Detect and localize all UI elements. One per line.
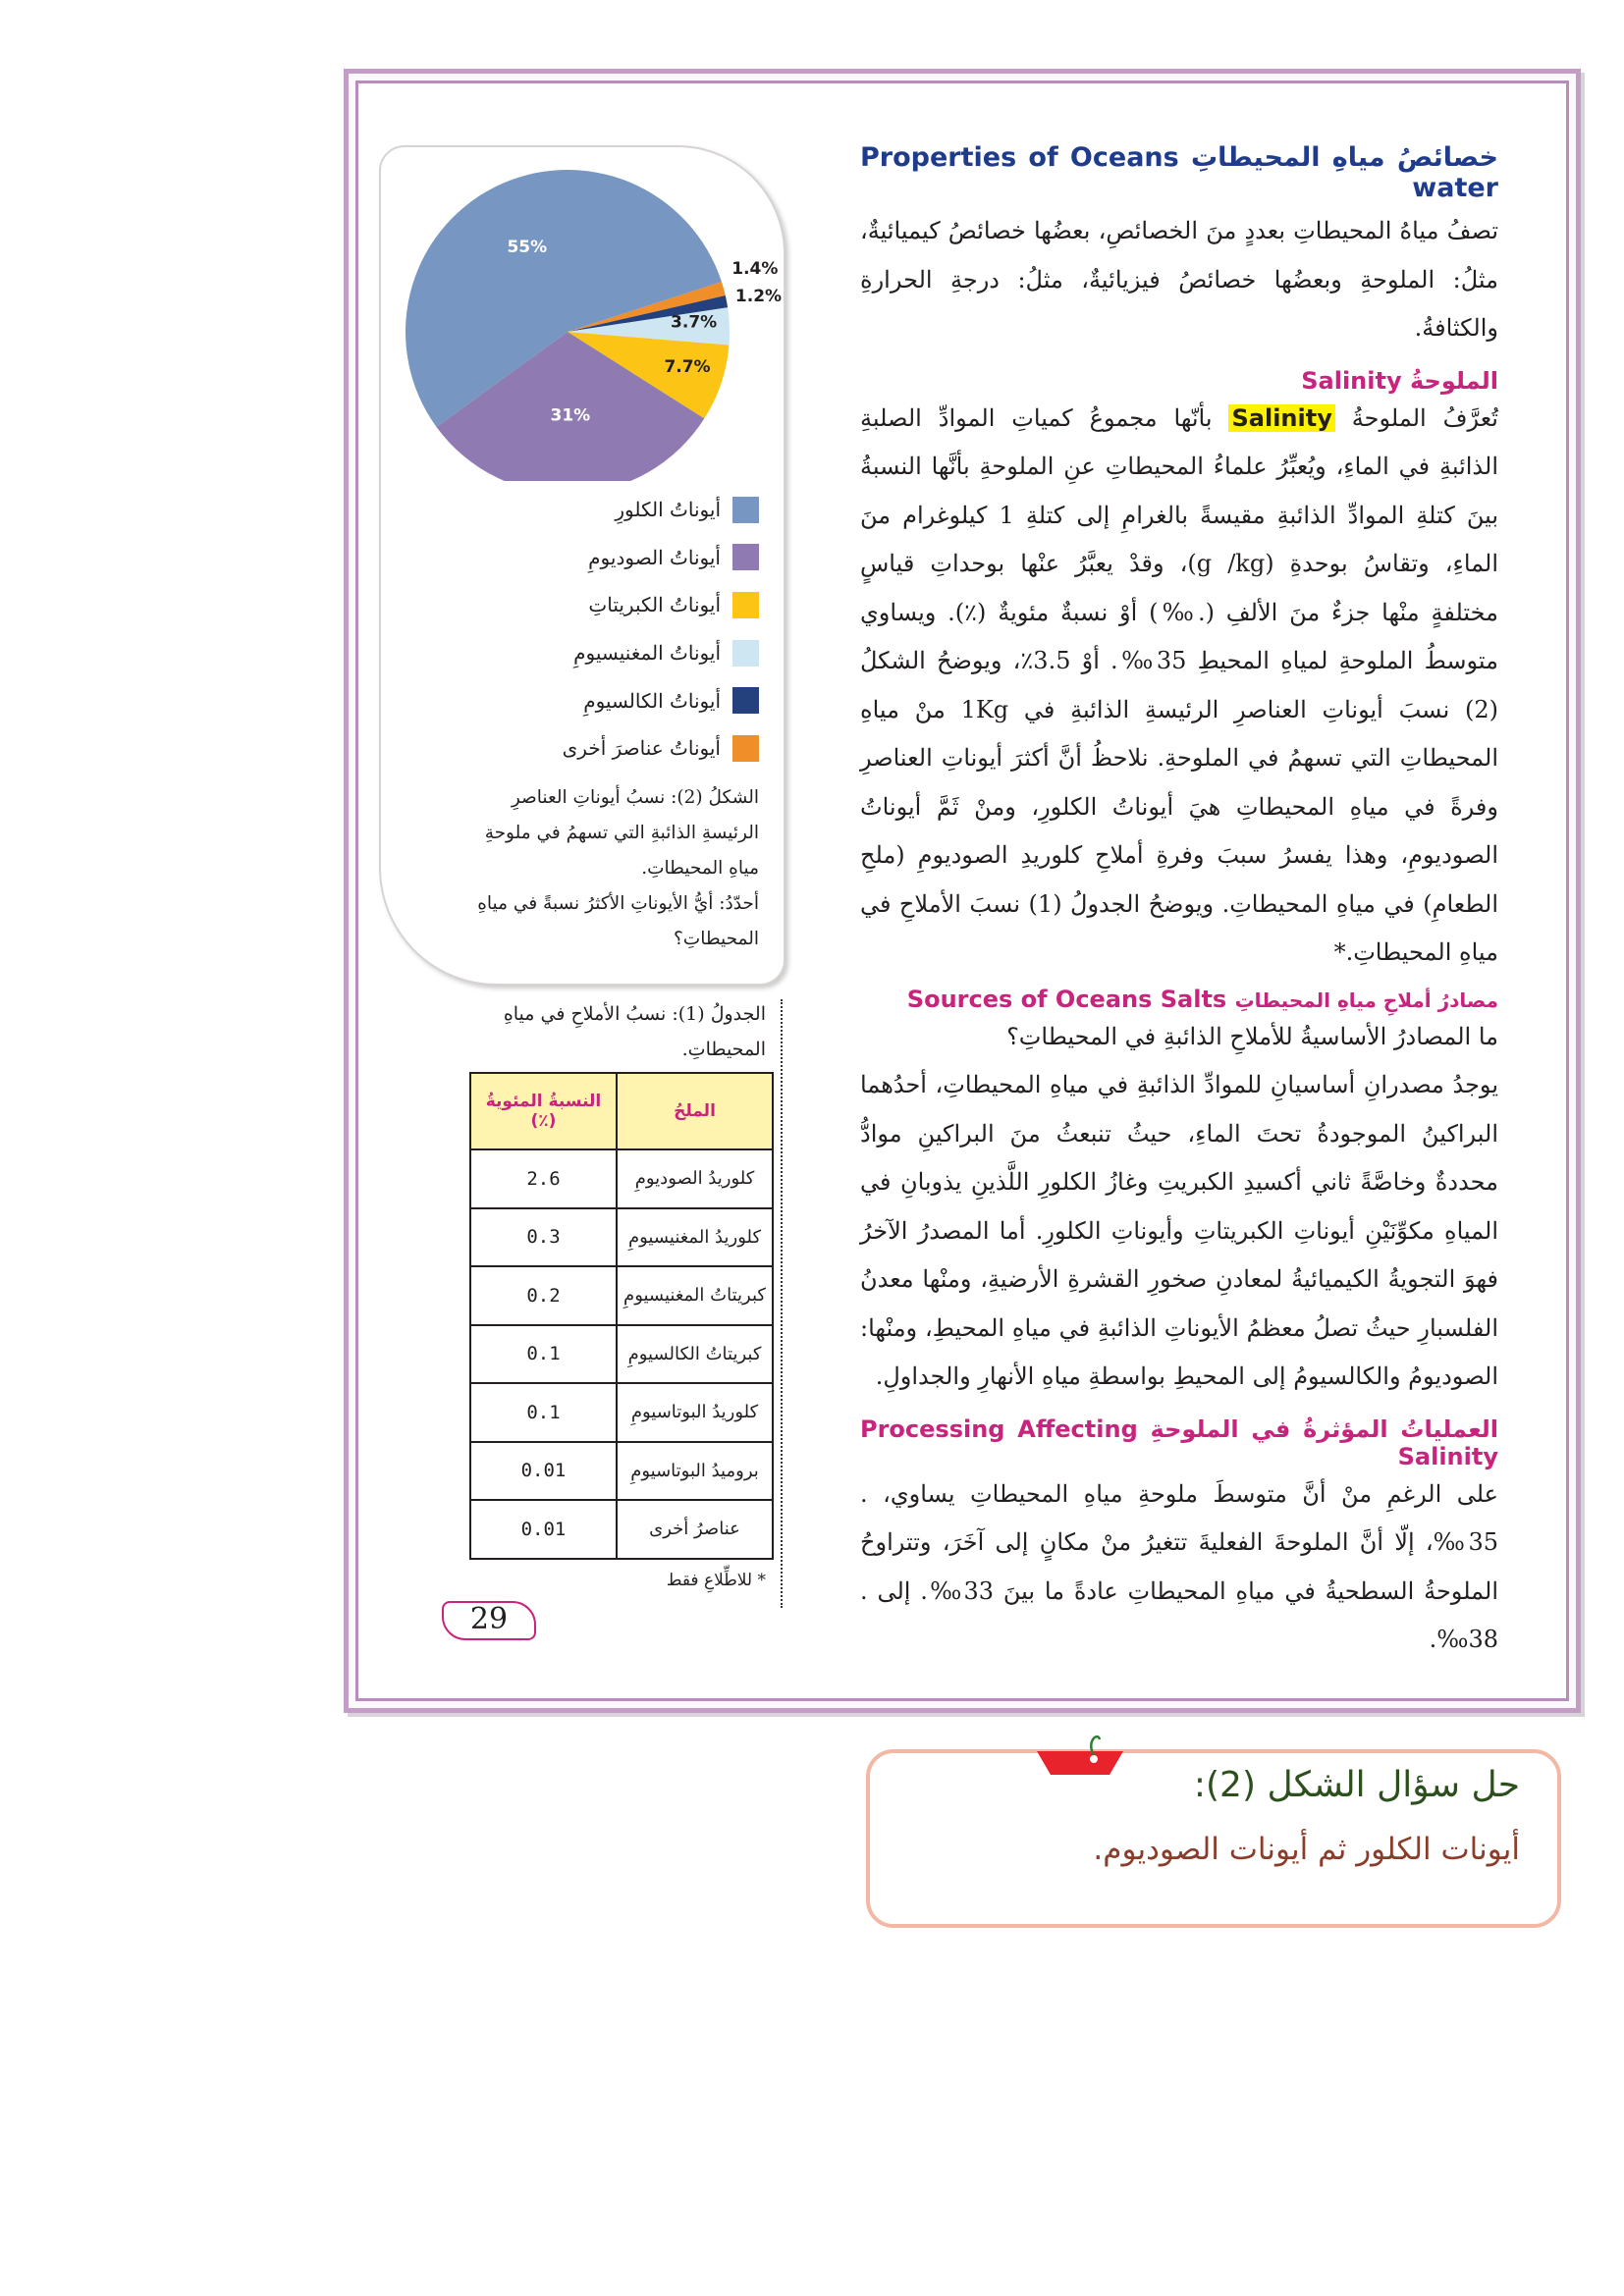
heading-processes bbox=[860, 1415, 1498, 1470]
heading-properties-ar: خصائصُ مياهِ المحيطاتِ bbox=[1190, 142, 1498, 173]
para-intro: تصفُ مياهُ المحيطاتِ بعددٍ منَ الخصائصِ، بعضُها خصائصُ كيميائيةٌ، مثلُ: الملوحةِ وبعضُها خصائصُ فيزيائيةٌ، مثلُ: درجةِ الحرارةِ والكثافةُ. bbox=[860, 217, 1498, 342]
legend-swatch bbox=[732, 497, 759, 523]
salt-name: عناصرُ أخرى bbox=[617, 1500, 773, 1559]
table-row bbox=[470, 1266, 773, 1325]
pie-label: 1.4% bbox=[731, 259, 779, 280]
legend-label: أيوناتُ الصوديومِ bbox=[588, 545, 721, 569]
salt-name: بروميدُ البوتاسيومِ bbox=[617, 1442, 773, 1501]
pie-label: 7.7% bbox=[664, 356, 711, 377]
salt-name: كبريتاتُ الكالسيومِ bbox=[617, 1325, 773, 1384]
legend-item bbox=[464, 629, 759, 677]
salinity-after: بأنّها مجموعُ كمياتِ الموادِّ الصلبةِ الذائبةِ في الماءِ، ويُعبِّرُ علماءُ المحيطاتِ عنِ الملوحةِ بأنَّها النسبةُ بينَ كتلةِ الموادِّ الذائبةِ مقيسةً بالغرامِ إلى كتلةِ 1 كيلوغرام منَ الماءِ، وتقاسُ بوحدةِ (g /kg)، وقدْ يعبَّرُ عنْها بوحداتِ قياسٍ مختلفةٍ منْها جزءٌ منَ الألفِ (.‰) أوْ نسبةٌ مئويةٌ (٪). ويساوي متوسطُ الملوحةِ لمياهِ المحيطِ ‎.‰35 أوْ ‎٪3.5، ويوضحُ الشكلُ (2) نسبَ أيوناتِ العناصرِ الرئيسةِ الذائبةِ في 1Kg منْ مياهِ المحيطاتِ التي تسهمُ في الملوحةِ. نلاحظُ أنَّ أكثرَ أيوناتِ العناصرِ وفرةً في مياهِ المحيطاتِ هيَ أيوناتُ الكلورِ، ومنْ ثَمَّ أيوناتُ الصوديومِ، وهذا يفسرُ سببَ وفرةِ أملاحِ كلوريدِ الصوديومِ (ملحِ الطعامِ) في مياهِ المحيطاتِ. ويوضحُ الجدولُ (1) نسبَ الأملاحِ في مياهِ المحيطاتِ.* bbox=[860, 403, 1499, 966]
pie-label: 1.2% bbox=[734, 286, 783, 306]
salt-name: كلوريدُ البوتاسيومِ bbox=[617, 1383, 773, 1442]
para-sources-question: ما المصادرُ الأساسيةُ للأملاحِ الذائبةِ في المحيطاتِ؟ bbox=[1006, 1022, 1498, 1050]
legend-label: أيوناتُ الكبريتاتِ bbox=[588, 593, 721, 617]
heading-salinity-ar: الملوحةُ bbox=[1409, 366, 1498, 395]
page-number: 29 bbox=[442, 1601, 536, 1640]
heading-properties-en: Properties of Oceans water bbox=[860, 142, 1498, 203]
salt-percent: 0.3 bbox=[470, 1208, 617, 1267]
legend-swatch bbox=[732, 592, 759, 618]
figure-caption-block bbox=[464, 780, 759, 957]
figure-question: أحدّدُ: أيُّ الأيوناتِ الأكثرُ نسبةً في مياهِ المحيطاتِ؟ bbox=[477, 893, 759, 949]
para-salinity bbox=[860, 395, 1498, 978]
legend-item bbox=[464, 724, 759, 773]
heading-processes-en: Processing Affecting Salinity bbox=[860, 1415, 1498, 1470]
salinity-highlight: Salinity bbox=[1228, 404, 1334, 432]
table-row bbox=[470, 1325, 773, 1384]
legend-item bbox=[464, 581, 759, 629]
main-text-column bbox=[860, 142, 1498, 1665]
legend-label: أيوناتُ عناصرَ أخرى bbox=[562, 736, 721, 761]
pie-label: 55% bbox=[507, 238, 548, 258]
table-row bbox=[470, 1208, 773, 1267]
figure-card bbox=[379, 145, 785, 986]
salt-percent: 0.1 bbox=[470, 1383, 617, 1442]
chart-legend bbox=[464, 486, 759, 773]
salts-table bbox=[469, 1072, 774, 1560]
salt-name: كلوريدُ المغنيسيومِ bbox=[617, 1208, 773, 1267]
legend-item bbox=[464, 534, 759, 582]
para-sources: يوجدُ مصدرانِ أساسيانِ للموادِّ الذائبةِ في مياهِ المحيطاتِ، أحدُهما البراكينُ الموجودةُ تحتَ الماءِ، حيثُ تنبعثُ منَ البراكينِ موادُّ محددةٌ وخاصَّةً ثاني أكسيدِ الكبريتِ وغازُ الكلورِ اللَّذينِ يذوبانِ في المياهِ مكوِّنَيْنِ أيوناتِ الكبريتاتِ وأيوناتِ الكلورِ. أما المصدرُ الآخرُ فهوَ التجويةُ الكيميائيةُ لمعادنِ صخورِ القشرةِ الأرضيةِ، ومنْها معدنُ الفلسبارِ حيثُ تصلُ معظمُ الأيوناتِ الذائبةِ في مياهِ المحيطِ، ومنْها: الصوديومُ والكالسيومُ إلى المحيطِ بواسطةِ مياهِ الأنهارِ والجداولِ. bbox=[860, 1071, 1498, 1390]
answer-box bbox=[866, 1749, 1561, 1928]
table-row bbox=[470, 1383, 773, 1442]
heading-sources-en: Sources of Oceans Salts bbox=[906, 985, 1227, 1013]
table-header-row bbox=[470, 1073, 773, 1149]
header-percent: النسبةُ المئويةُ (٪) bbox=[470, 1073, 617, 1149]
para-processes: على الرغمِ منْ أنَّ متوسطَ ملوحةِ مياهِ المحيطاتِ يساوي، ‎.‰35، إلّا أنَّ الملوحةَ الفعليةَ تتغيرُ منْ مكانٍ إلى آخَرَ، وتتراوحُ الملوحةُ السطحيةُ في مياهِ المحيطاتِ عادةً ما بينَ ‎.‰33 إلى ‎.‰38. bbox=[860, 1479, 1499, 1653]
salt-percent: 2.6 bbox=[470, 1149, 617, 1208]
salt-percent: 0.01 bbox=[470, 1500, 617, 1559]
heading-salinity-en: Salinity bbox=[1301, 366, 1402, 395]
heading-properties bbox=[860, 142, 1498, 203]
salt-percent: 0.1 bbox=[470, 1325, 617, 1384]
table-note: * للاطِّلاعِ فقط bbox=[666, 1571, 766, 1590]
legend-swatch bbox=[732, 735, 759, 762]
header-salt: الملحُ bbox=[617, 1073, 773, 1149]
table-row bbox=[470, 1442, 773, 1501]
legend-label: أيوناتُ الكالسيومِ bbox=[583, 688, 721, 713]
answer-title: حل سؤال الشكل (2): bbox=[1193, 1765, 1520, 1805]
pie-label: 3.7% bbox=[671, 312, 718, 333]
legend-item bbox=[464, 486, 759, 534]
table-row bbox=[470, 1500, 773, 1559]
heading-sources bbox=[860, 986, 1498, 1013]
salt-percent: 0.2 bbox=[470, 1266, 617, 1325]
table-row bbox=[470, 1149, 773, 1208]
heading-salinity bbox=[860, 367, 1498, 395]
salinity-before: تُعرَّفُ الملوحةُ bbox=[1351, 403, 1498, 432]
heading-processes-ar: العملياتُ المؤثرةُ في الملوحةِ bbox=[1150, 1415, 1498, 1443]
pie-label: 31% bbox=[550, 405, 591, 426]
legend-swatch bbox=[732, 544, 759, 570]
legend-label: أيوناتُ الكلورِ bbox=[615, 498, 721, 522]
legend-swatch bbox=[732, 687, 759, 714]
salt-percent: 0.01 bbox=[470, 1442, 617, 1501]
salt-name: كلوريدُ الصوديومِ bbox=[617, 1149, 773, 1208]
legend-item bbox=[464, 676, 759, 724]
pie-chart bbox=[381, 147, 784, 481]
table-caption: الجدولُ (1): نسبُ الأملاحِ في مياهِ المحيطاتِ. bbox=[503, 1003, 766, 1060]
legend-label: أيوناتُ المغنيسيومِ bbox=[573, 641, 721, 666]
figure-caption: الشكلُ (2): نسبُ أيوناتِ العناصرِ الرئيسةِ الذائبةِ التي تسهمُ في ملوحةِ مياهِ المحيطاتِ. bbox=[484, 787, 759, 879]
legend-swatch bbox=[732, 640, 759, 667]
heading-sources-ar: مصادرُ أملاحِ مياهِ المحيطاتِ bbox=[1234, 988, 1498, 1012]
answer-text: أيونات الكلور ثم أيونات الصوديوم. bbox=[1093, 1832, 1520, 1867]
bookmark-tag-icon bbox=[1037, 1728, 1125, 1777]
column-divider bbox=[781, 999, 783, 1608]
salt-name: كبريتاتُ المغنيسيومِ bbox=[617, 1266, 773, 1325]
